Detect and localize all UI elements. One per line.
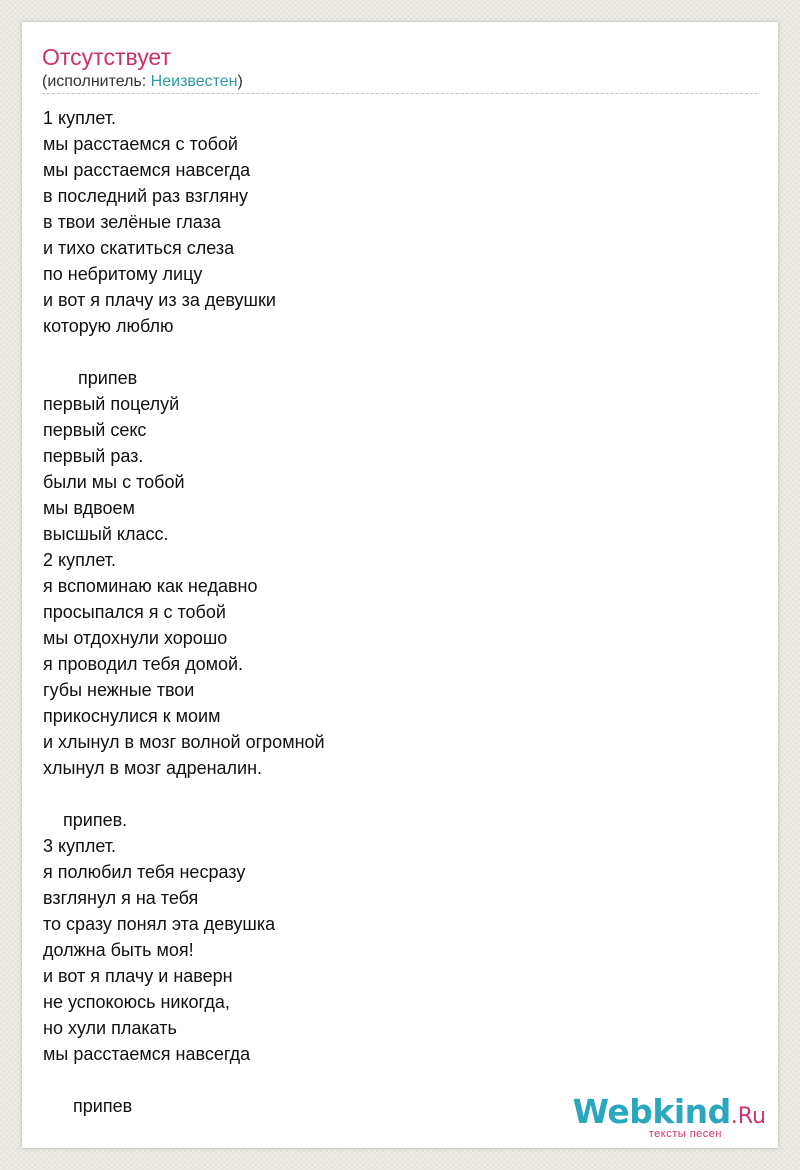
artist-line [42, 72, 243, 92]
logo-tld: .Ru [730, 1104, 766, 1129]
lyric-line: первый раз. [43, 446, 144, 466]
site-logo[interactable] [566, 1092, 766, 1142]
lyric-line: мы вдвоем [43, 498, 135, 518]
lyric-line: в последний раз взгляну [43, 186, 249, 206]
lyric-line: но хули плакать [43, 1018, 177, 1038]
artist-link[interactable]: Неизвестен [150, 73, 238, 90]
lyric-line: высшый класс. [43, 524, 169, 544]
lyric-line: не успокоюсь никогда, [43, 992, 230, 1012]
lyric-line: первый поцелуй [43, 394, 180, 414]
lyric-line: припев. [43, 810, 128, 830]
lyric-line: были мы с тобой [43, 472, 185, 492]
lyric-line: припев [43, 1096, 133, 1116]
lyric-line: губы нежные твои [43, 680, 195, 700]
lyric-line: по небритому лицу [43, 264, 203, 284]
lyric-line: взглянул я на тебя [43, 888, 199, 908]
lyric-line [43, 781, 743, 807]
lyric-line: мы расстаемся с тобой [43, 134, 238, 154]
lyrics-card [22, 22, 778, 1148]
lyric-line: в твои зелёные глаза [43, 212, 221, 232]
lyric-line: просыпался я с тобой [43, 602, 226, 622]
lyric-line: должна быть моя! [43, 940, 194, 960]
lyric-line: то сразу понял эта девушка [43, 914, 276, 934]
lyric-line: 3 куплет. [43, 836, 117, 856]
lyric-line: и вот я плачу из за девушки [43, 290, 276, 310]
artist-suffix: ) [237, 73, 243, 90]
lyric-line: и вот я плачу и наверн [43, 966, 233, 986]
lyric-line: 1 куплет. [43, 108, 117, 128]
lyric-line: припев [43, 368, 138, 388]
lyric-line: прикоснулися к моим [43, 706, 221, 726]
lyric-line: мы расстаемся навсегда [43, 1044, 251, 1064]
lyric-line: 2 куплет. [43, 550, 117, 570]
artist-prefix: (исполнитель: [42, 73, 151, 90]
lyric-line: хлынул в мозг адреналин. [43, 758, 263, 778]
lyric-line [43, 339, 743, 365]
song-title: Отсутствует [42, 44, 171, 70]
lyric-line: я проводил тебя домой. [43, 654, 244, 674]
logo-name: Webkind [572, 1092, 731, 1131]
lyrics-text [43, 105, 743, 1119]
lyric-line: которую люблю [43, 316, 174, 336]
logo-tagline: тексты песен [648, 1128, 722, 1140]
lyric-line: и хлынул в мозг волной огромной [43, 732, 325, 752]
lyric-line: первый секс [43, 420, 147, 440]
lyric-line: и тихо скатиться слеза [43, 238, 235, 258]
lyric-line [43, 1067, 743, 1093]
lyric-line: мы отдохнули хорошо [43, 628, 228, 648]
lyric-line: я вспоминаю как недавно [43, 576, 258, 596]
title-divider [42, 93, 758, 94]
lyric-line: я полюбил тебя несразу [43, 862, 246, 882]
lyric-line: мы расстаемся навсегда [43, 160, 251, 180]
